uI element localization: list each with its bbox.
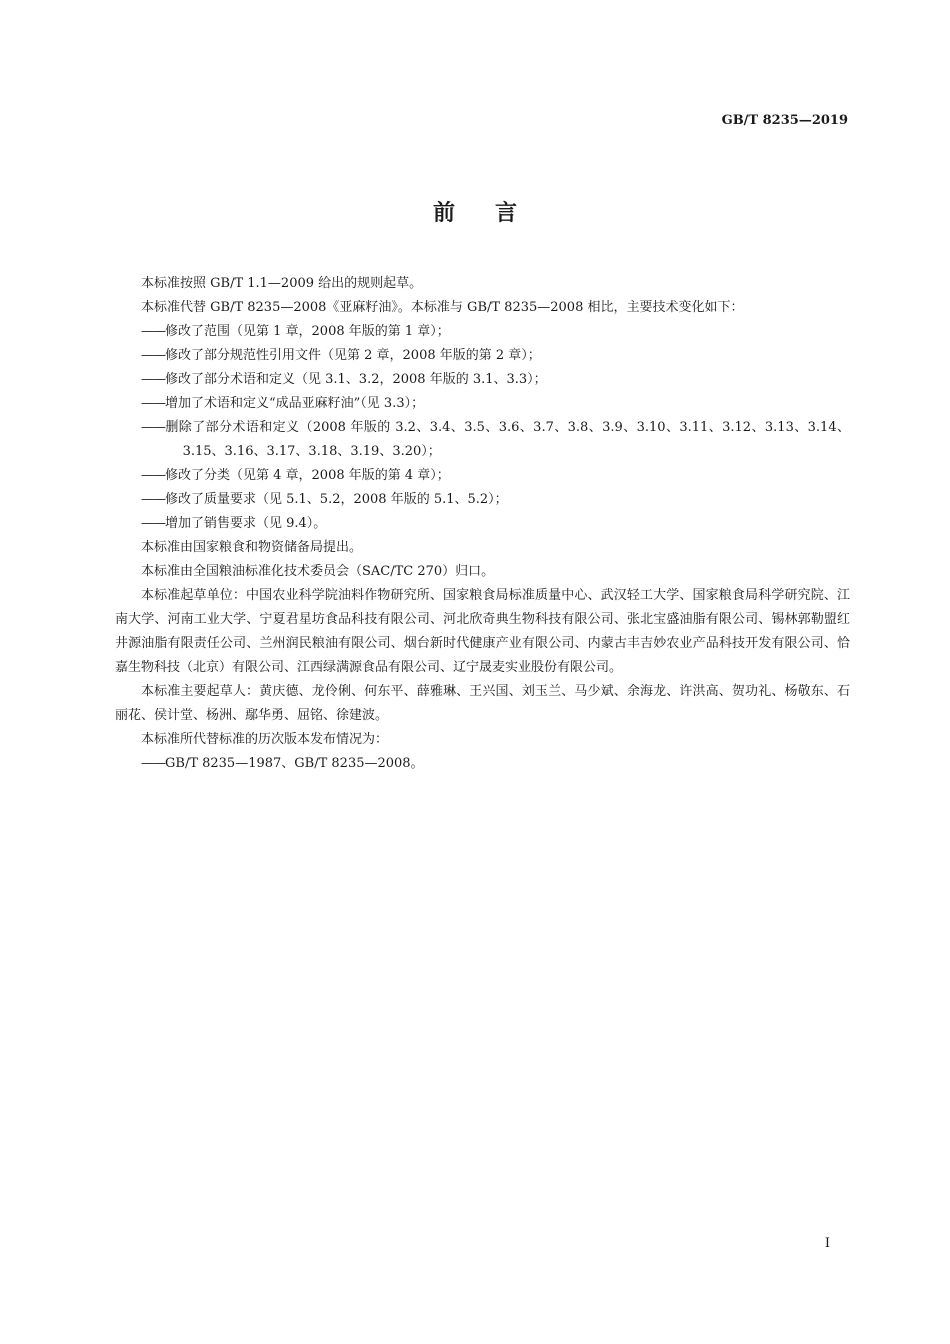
page-title: 前言	[432, 201, 557, 226]
paragraph-proposer: 本标准由国家粮食和物资储备局提出。	[141, 540, 363, 555]
change-item: ——增加了销售要求（见 9.4）。	[141, 516, 327, 531]
paragraph-replacement: 本标准代替 GB/T 8235—2008《亚麻籽油》。本标准与 GB/T 8235—2008 相比，主要技术变化如下：	[141, 300, 744, 315]
document-body	[115, 272, 850, 776]
history-item: ——GB/T 8235—1987、GB/T 8235—2008。	[141, 756, 424, 771]
paragraph-drafting-units: 本标准起草单位：中国农业科学院油料作物研究所、国家粮食局标准质量中心、武汉轻工大学、国家粮食局科学研究院、江南大学、河南工业大学、宁夏君星坊食品科技有限公司、河北欣奇典生物科技有限公司、张北宝盛油脂有限公司、锡林郭勒盟红井源油脂有限责任公司、兰州润民粮油有限公司、烟台新时代健康产业有限公司、内蒙古丰吉妙农业产品科技开发有限公司、恰嘉生物科技（北京）有限公司、江西绿满源食品有限公司、辽宁晟麦实业股份有限公司。	[115, 588, 850, 675]
paragraph-drafting-rules: 本标准按照 GB/T 1.1—2009 给出的规则起草。	[141, 276, 423, 291]
page-number: I	[824, 1236, 830, 1251]
paragraph-drafters: 本标准主要起草人：黄庆德、龙伶俐、何东平、薛雅琳、王兴国、刘玉兰、马少斌、余海龙、许洪高、贺功礼、杨敬东、石丽花、侯计堂、杨洲、鄢华勇、屈铭、徐建波。	[115, 684, 850, 723]
change-item: ——修改了部分规范性引用文件（见第 2 章，2008 年版的第 2 章）；	[141, 348, 541, 363]
change-item: ——修改了质量要求（见 5.1、5.2，2008 年版的 5.1、5.2）；	[141, 492, 508, 507]
change-item: ——修改了部分术语和定义（见 3.1、3.2，2008 年版的 3.1、3.3）；	[141, 372, 547, 387]
change-item: ——修改了分类（见第 4 章，2008 年版的第 4 章）；	[141, 468, 450, 483]
standard-number: GB/T 8235—2019	[721, 113, 848, 128]
paragraph-committee: 本标准由全国粮油标准化技术委员会（SAC/TC 270）归口。	[141, 564, 495, 579]
change-item: ——删除了部分术语和定义（2008 年版的 3.2、3.4、3.5、3.6、3.7、3.8、3.9、3.10、3.11、3.12、3.13、3.14、3.15、3.16、3.17、3.18、3.19、3.20）；	[141, 420, 850, 459]
paragraph-history-intro: 本标准所代替标准的历次版本发布情况为：	[141, 732, 389, 747]
change-item: ——修改了范围（见第 1 章，2008 年版的第 1 章）；	[141, 324, 450, 339]
change-item: ——增加了术语和定义“成品亚麻籽油”（见 3.3）；	[141, 396, 425, 411]
